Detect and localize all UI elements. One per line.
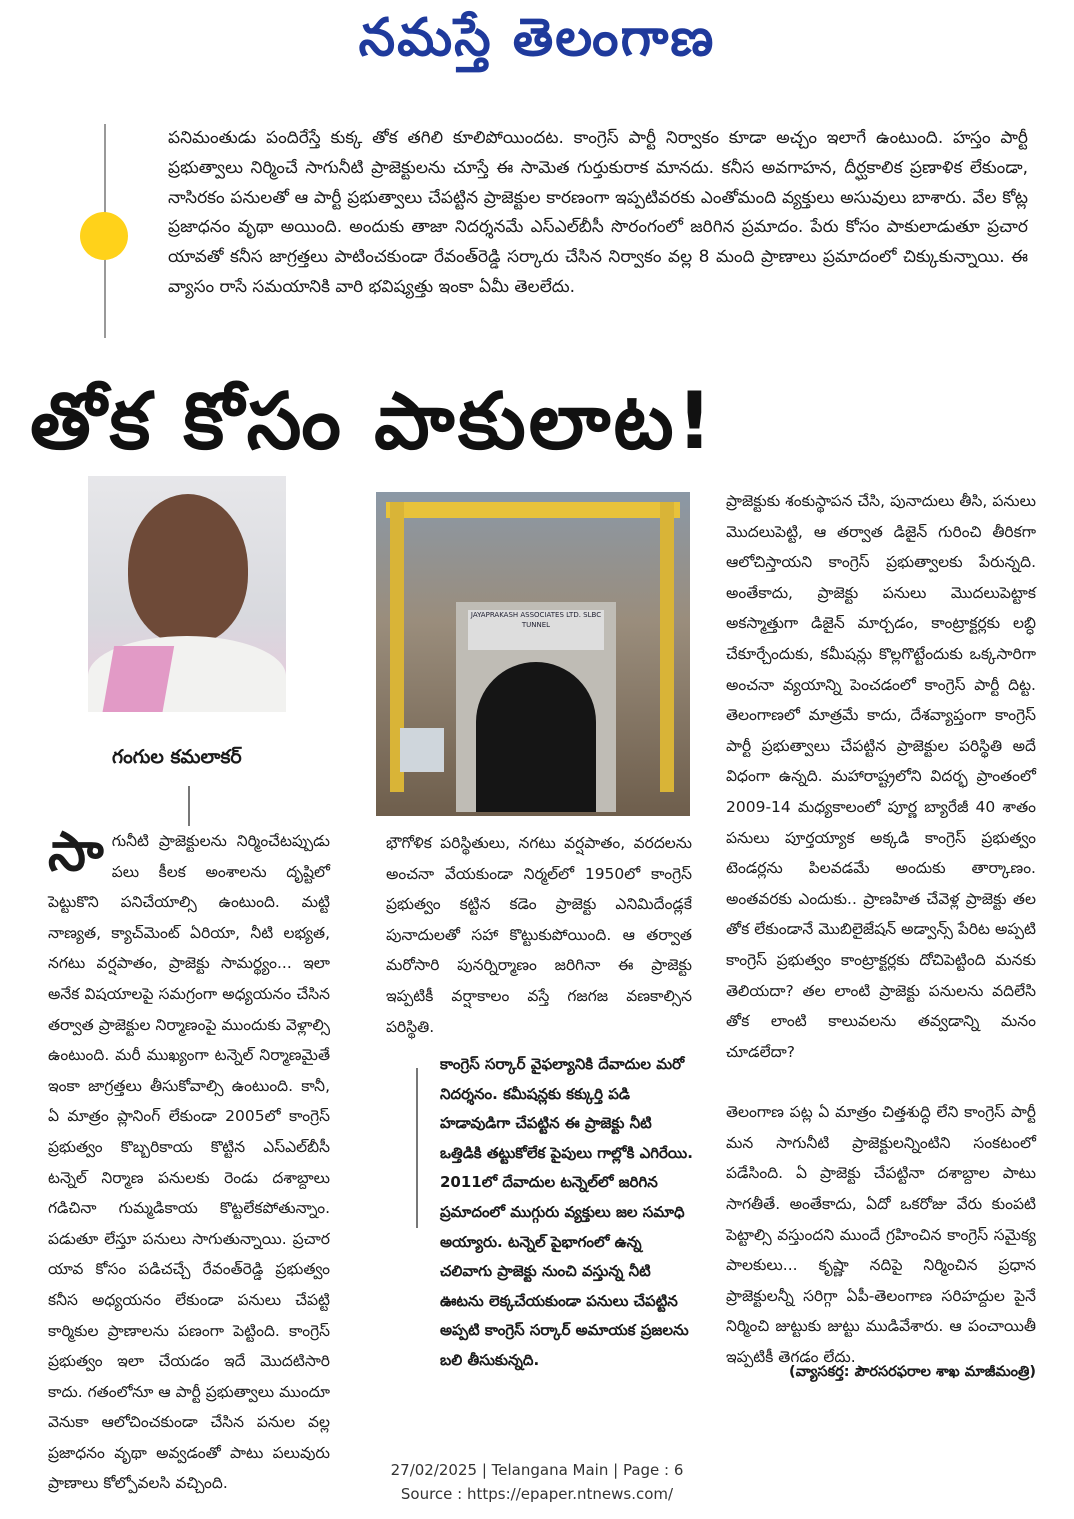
author-photo [88, 476, 286, 712]
accent-dot [80, 212, 128, 260]
site-shed [400, 728, 444, 772]
column-3-paragraph-2: తెలంగాణ పట్ల ఏ మాత్రం చిత్తశుద్ధి లేని కాంగ్రెస్ పార్టీ మన సాగునీటి ప్రాజెక్టులన్నింటిని సంకటంలో పడేసింది. ఏ ప్రాజెక్టు చేపట్టినా దశాబ్దాల పాటు సాగతీతే. అంతేకాదు, ఏదో ఒకరోజు వేరు కుంపటి పెట్టాల్సి వస్తుందని ముందే గ్రహించిన కాంగ్రెస్ సమైక్య పాలకులు... కృష్ణా నదిపై నిర్మించిన ప్రధాన ప్రాజెక్టులన్నీ సరిగ్గా ఏపీ-తెలంగాణ సరిహద్దుల పైనే నిర్మించి జుట్టుకు జుట్టు ముడివేశారు. ఆ పంచాయితీ ఇప్పటికీ తెగడం లేదు. [726, 1103, 1036, 1367]
footer-date-line: 27/02/2025 | Telangana Main | Page : 6 [390, 1461, 684, 1479]
gantry-beam [386, 502, 680, 518]
byline: (వ్యాసకర్త: పౌరసరఫరాల శాఖ మాజీమంత్రి) [788, 1364, 1036, 1380]
column-3 [726, 486, 1036, 1373]
dropcap: సా [48, 820, 104, 883]
column-2: భౌగోళిక పరిస్థితులు, నగటు వర్షపాతం, వరదలను అంచనా వేయకుండా నిర్మల్‌లో 1950లో కాంగ్రెస్ ప్రభుత్వం కట్టిన కడెం ప్రాజెక్టు ఎనిమిదేండ్లకే పునాదులతో సహా కొట్టుకుపోయింది. ఆ తర్వాత మరోసారి పునర్నిర్మాణం జరిగినా ఈ ప్రాజెక్టు ఇప్పటికీ వర్షాకాలం వస్తే గజగజ వణకాల్సిన పరిస్థితి. [386, 834, 692, 1036]
masthead-title: నమస్తే తెలంగాణ [358, 8, 716, 68]
page-footer [0, 1458, 1074, 1506]
headline: తోక కోసం పాకులాట! [30, 377, 716, 467]
tunnel-photo [376, 492, 690, 816]
footer-source-link[interactable]: Source : https://epaper.ntnews.com/ [400, 1485, 674, 1503]
column-3-paragraph-1: ప్రాజెక్టుకు శంకుస్థాపన చేసి, పునాదులు తీసి, పనులు మొదలుపెట్టి, ఆ తర్వాత డిజైన్ గురించి తీరికగా ఆలోచిస్తాయని కాంగ్రెస్ ప్రభుత్వాలకు పేరున్నది. అంతేకాదు, ప్రాజెక్టు పనులు మొదలుపెట్టాక అకస్మాత్తుగా డిజైన్ మార్చడం, కాంట్రాక్టర్లకు లబ్ధి చేకూర్చేందుకు, కమీషన్లు కొల్లగొట్టేందుకు ఒక్కసారిగా అంచనా వ్యయాన్ని పెంచడంలో కాంగ్రెస్ పార్టీ దిట్ట. తెలంగాణలో మాత్రమే కాదు, దేశవ్యాప్తంగా కాంగ్రెస్ పార్టీ ప్రభుత్వాలు చేపట్టిన ప్రాజెక్టుల పరిస్థితి అదే విధంగా ఉన్నది. మహారాష్ట్రలోని విదర్భ ప్రాంతంలో 2009-14 మధ్యకాలంలో పూర్ణ బ్యారేజీ 40 శాతం పనులు పూర్తయ్యాక అక్కడి కాంగ్రెస్ ప్రభుత్వం టెండర్లను పిలవడమే అందుకు తార్కాణం. అంతవరకు ఎందుకు.. ప్రాణహిత చేవెళ్ల ప్రాజెక్టు తల తోక లేకుండానే మొబిలైజేషన్ అడ్వాన్స్ పేరిట అప్పటి కాంగ్రెస్ ప్రభుత్వం కాంట్రాక్టర్లకు దోచిపెట్టింది మనకు తెలియదా? తల లాంటి ప్రాజెక్టు పనులను వదిలేసి తోక లాంటి కాలువలను తవ్వడాన్ని మనం చూడలేదా? [726, 492, 1036, 1061]
gantry-leg-right [660, 502, 674, 792]
column-1-text: గునీటి ప్రాజెక్టులను నిర్మించేటప్పుడు పలు కీలక అంశాలను దృష్టిలో పెట్టుకొని పనిచేయాల్సి ఉంటుంది. మట్టి నాణ్యత, క్యాచ్‌మెంట్ ఏరియా, నీటి లభ్యత, నగటు వర్షపాతం, ప్రాజెక్టు సామర్థ్యం... ఇలా అనేక విషయాలపై సమగ్రంగా అధ్యయనం చేసిన తర్వాత ప్రాజెక్టుల నిర్మాణంపై ముందుకు వెళ్లాల్సి ఉంటుంది. మరీ ముఖ్యంగా టన్నెల్ నిర్మాణమైతే ఇంకా జాగ్రత్తలు తీసుకోవాల్సి ఉంటుంది. కానీ, ఏ మాత్రం ప్లానింగ్ లేకుండా 2005లో కాంగ్రెస్ ప్రభుత్వం కొబ్బరికాయ కొట్టిన ఎస్ఎల్‌బీసీ టన్నెల్ నిర్మాణ పనులకు రెండు దశాబ్దాలు గడిచినా గుమ్మడికాయ కొట్టలేకపోతున్నాం. పడుతూ లేస్తూ పనులు సాగుతున్నాయి. ప్రచార యావ కోసం పడిచచ్చే రేవంత్‌రెడ్డి ప్రభుత్వం కనీస అధ్యయనం లేకుండా పనులు చేపట్టి కార్మికుల ప్రాణాలను పణంగా పెట్టింది. కాంగ్రెస్ ప్రభుత్వం ఇలా చేయడం ఇదే మొదటిసారి కాదు. గతంలోనూ ఆ పార్టీ ప్రభుత్వాలు ముందూ వెనుకా ఆలోచించకుండా చేసిన పనుల వల్ల ప్రజాధనం వృథా అవ్వడంతో పాటు పలువురు ప్రాణాలు కోల్పోవలసి వచ్చింది. [48, 832, 330, 1493]
quote-rule [416, 1068, 418, 1228]
author-photo-scarf [102, 646, 174, 712]
author-rule [188, 786, 190, 826]
pull-quote: కాంగ్రెస్ సర్కార్ వైఫల్యానికి దేవాదుల మరో నిదర్శనం. కమీషన్లకు కక్కుర్తి పడి హడావుడిగా చేపట్టిన ఈ ప్రాజెక్టు నీటి ఒత్తిడికి తట్టుకోలేక పైపులు గాల్లోకి ఎగిరేయి. 2011లో దేవాదుల టన్నెల్‌లో జరిగిన ప్రమాదంలో ముగ్గురు వ్యక్తులు జల సమాధి అయ్యారు. టన్నెల్ పైభాగంలో ఉన్న చలివాగు ప్రాజెక్టు నుంచి వస్తున్న నీటి ఊటను లెక్కచేయకుండా పనులు చేపట్టిన అప్పటి కాంగ్రెస్ సర్కార్ అమాయక ప్రజలను బలి తీసుకున్నది. [440, 1055, 693, 1369]
author-photo-face [128, 494, 248, 644]
tunnel-arch [476, 662, 596, 812]
intro-paragraph: పనిమంతుడు పందిరేస్తే కుక్క తోక తగిలి కూలిపోయిందట. కాంగ్రెస్ పార్టీ నిర్వాకం కూడా అచ్చం ఇలాగే ఉంటుంది. హస్తం పార్టీ ప్రభుత్వాలు నిర్మించే సాగునీటి ప్రాజెక్టులను చూస్తే ఈ సామెత గుర్తుకురాక మానదు. కనీస అవగాహన, దీర్ఘకాలిక ప్రణాళిక లేకుండా, నాసిరకం పనులతో ఆ పార్టీ ప్రభుత్వాలు చేపట్టిన ప్రాజెక్టుల కారణంగా ఇప్పటివరకు ఎంతోమంది వ్యక్తులు అసువులు బాశారు. వేల కోట్ల ప్రజాధనం వృథా అయింది. అందుకు తాజా నిదర్శనమే ఎస్ఎల్‌బీసీ సొరంగంలో జరిగిన ప్రమాదం. పేరు కోసం పాకులాడుతూ ప్రచార యావతో కనీస జాగ్రత్తలు పాటించకుండా రేవంత్‌రెడ్డి సర్కారు చేసిన నిర్వాకం వల్ల 8 మంది ప్రాణాలు ప్రమాదంలో చిక్కుకున్నాయి. ఈ వ్యాసం రాసే సమయానికి వారి భవిష్యత్తు ఇంకా ఏమీ తెలలేదు. [168, 128, 1028, 297]
author-name: గంగుల కమలాకర్ [112, 746, 242, 768]
tunnel-sign: JAYAPRAKASH ASSOCIATES LTD. SLBC TUNNEL [468, 610, 604, 650]
column-1 [48, 820, 330, 1499]
